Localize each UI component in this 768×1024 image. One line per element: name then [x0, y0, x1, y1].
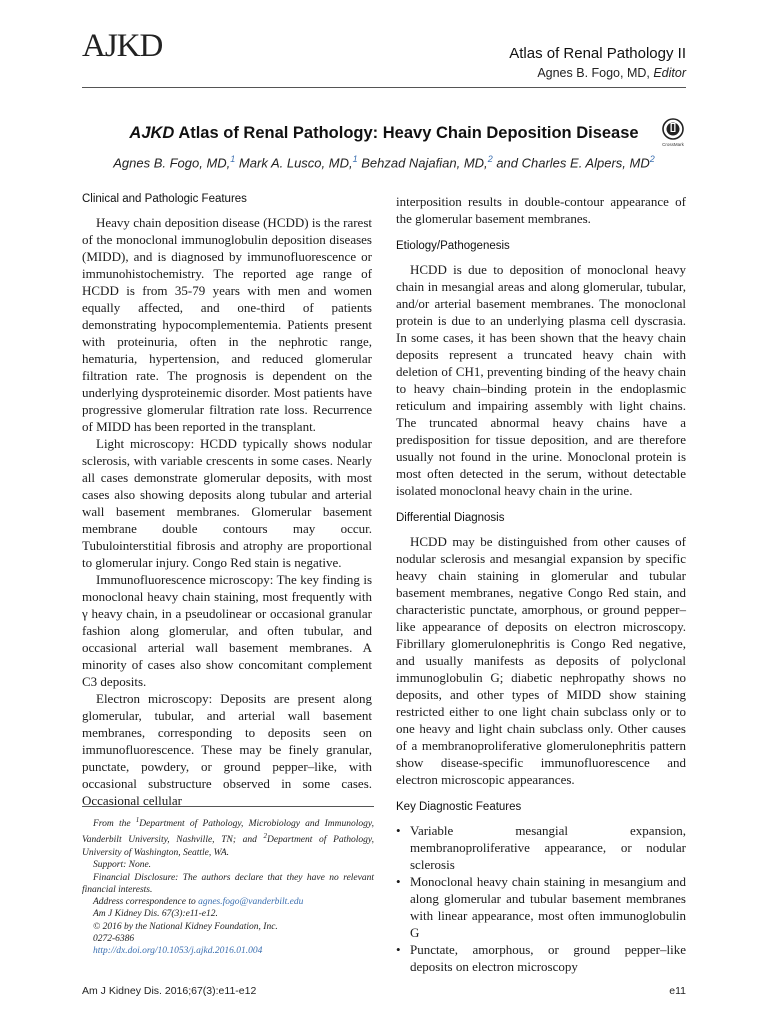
- paragraph: Electron microscopy: Deposits are present along glomerular, tubular, and arterial wall basement membranes, corresponding to deposits seen on immunofluorescence. These may be finely granular, punctate, powdery, or ground pepper–like, with occasional substructure observed in some cases. Occasional cellular: [82, 691, 372, 808]
- header-divider: [82, 87, 686, 88]
- doi-link[interactable]: http://dx.doi.org/10.1053/j.ajkd.2016.01.004: [93, 946, 263, 957]
- email-link[interactable]: agnes.fogo@vanderbilt.edu: [198, 897, 304, 908]
- support-note: Support: None.: [93, 860, 152, 871]
- paragraph: HCDD is due to deposition of monoclonal heavy chain in mesangial areas and along glomerular, tubular, and/or arterial basement membranes. The monoclonal protein is due to an underlying plasma cell dyscrasia. In some cases, it has been shown that the heavy chain deposits represent a truncated heavy chain with deletion of CH1, preventing binding of the heavy chain to heavy chain–binding protein in the endoplasmic reticulum and impairing assembly with light chains. The truncated abnormal heavy chains have a predisposition for tissue deposition, and are therefore usually not found in the urine. Monoclonal protein is most often detected in the serum, without detectable isolated monoclonal heavy chain in the urine.: [396, 262, 686, 498]
- footer-citation: Am J Kidney Dis. 2016;67(3):e11-e12: [82, 985, 257, 997]
- list-item: [396, 822, 686, 873]
- issn-note: 0272-6386: [93, 933, 135, 944]
- paragraph: Heavy chain deposition disease (HCDD) is the rarest of the monoclonal immunoglobulin deposition diseases (MIDD), and is diagnosed by immunofluorescence or immunohistochemistry. The reported age range of HCDD is from 35-79 years with men and women equally affected, and one-third of patients demonstrating hypocomplementemia. Patients present with proteinuria, often in the nephrotic range, hematuria, hypertension, and reduced glomerular filtration rate. The prognosis is dependent on the underlying dysproteinemic disorder. Most patients have progressive glomerular filtration rate loss. Recurrence of MIDD has been reported in the transplant.: [82, 215, 372, 434]
- paragraph: Immunofluorescence microscopy: The key finding is monoclonal heavy chain staining, most frequently with γ heavy chain, in a pseudolinear or occasional granular fashion along glomerular, and often tubular, and occasional arterial wall basement membranes. A minority of cases also show concomitant complement C3 deposits.: [82, 572, 372, 689]
- section-heading-etiology: Etiology/Pathogenesis: [396, 240, 510, 252]
- list-item: [396, 873, 686, 941]
- affiliation-marker: 2: [263, 832, 268, 841]
- list-item: [396, 941, 686, 975]
- author-name: Mark A. Lusco, MD,: [235, 155, 353, 171]
- key-features-list: [396, 822, 686, 975]
- citation-note: Am J Kidney Dis. 67(3):e11-e12.: [93, 909, 218, 920]
- footnote-text: Department of Pathology, University of Washington, Seattle, WA.: [82, 835, 374, 858]
- author-name: and Charles E. Alpers, MD: [492, 155, 650, 171]
- list-item-text: Variable mesangial expansion, membranoproliferative appearance, or nodular sclerosis: [410, 823, 686, 872]
- right-column: [396, 193, 686, 975]
- paragraph: Light microscopy: HCDD typically shows nodular sclerosis, with variable crescents in some cases. Nearly all cases demonstrate glomerular deposits, with most cases also showing deposits along tubular and arterial wall basement membranes. Glomerular basement membrane double contours may occur. Tubulointerstitial fibrosis and atrophy are proportional to glomerular injury. Congo Red stain is negative.: [82, 436, 372, 570]
- editor-role: Editor: [653, 66, 686, 80]
- section-heading-clinical: Clinical and Pathologic Features: [82, 193, 247, 205]
- title-journal: AJKD: [129, 124, 175, 142]
- editor-line: [537, 66, 686, 80]
- crossmark-label: CrossMark: [662, 142, 684, 147]
- editor-name: Agnes B. Fogo, MD,: [537, 66, 654, 80]
- correspondence-note: [82, 896, 374, 908]
- bullet: •: [396, 942, 401, 957]
- footnotes: [82, 814, 374, 958]
- author-name: Agnes B. Fogo, MD,: [113, 155, 231, 171]
- affiliation-marker[interactable]: 2: [487, 154, 493, 164]
- section-heading-key-features: Key Diagnostic Features: [396, 801, 522, 813]
- affiliations-note: [82, 814, 374, 859]
- page-number: e11: [669, 985, 686, 997]
- bullet: •: [396, 823, 401, 838]
- journal-logo: AJKD: [82, 28, 163, 64]
- author-name: Behzad Najafian, MD,: [357, 155, 488, 171]
- footnote-text: From the: [93, 819, 136, 830]
- disclosure-note: Financial Disclosure: The authors declare that they have no relevant financial interests.: [82, 872, 374, 895]
- left-column: [82, 193, 372, 809]
- affiliation-marker[interactable]: 2: [649, 154, 655, 164]
- affiliation-marker: 1: [135, 816, 140, 824]
- paragraph-continuation: interposition results in double-contour appearance of the glomerular basement membranes.: [396, 194, 686, 226]
- article-title: [82, 124, 686, 143]
- footnote-text: Department of Pathology, Microbiology and Immunology, Vanderbilt University, Nashville, TN; and: [82, 819, 374, 846]
- affiliation-marker[interactable]: 1: [230, 154, 236, 164]
- crossmark-icon[interactable]: [659, 118, 687, 148]
- list-item-text: Punctate, amorphous, or ground pepper–like deposits on electron microscopy: [410, 942, 686, 974]
- footnote-divider: [82, 806, 374, 807]
- list-item-text: Monoclonal heavy chain staining in mesangium and along glomerular and tubular basement membranes with linear appearance, most often immunoglobulin G: [410, 874, 686, 940]
- footnote-text: Address correspondence to: [93, 897, 199, 908]
- paragraph: HCDD may be distinguished from other causes of nodular sclerosis and mesangial expansion by specific heavy chain staining in glomerular and tubular basement membranes, negative Congo Red stain, and characteristic punctate, amorphous, or ground pepper–like appearance of deposits on electron microscopy. Fibrillary glomerulonephritis is Congo Red negative, and usually manifests as deposits of polyclonal immunoglobulin G; diabetic nephropathy shows no deposits, and other types of MIDD show staining restricted either to one light chain subclass only or to one heavy and light chain subclass only. Other causes of a membranoproliferative glomerulonephritis pattern show disease-specific immunofluorescence and electron microscopic appearances.: [396, 534, 686, 787]
- affiliation-marker[interactable]: 1: [352, 154, 358, 164]
- copyright-note: © 2016 by the National Kidney Foundation, Inc.: [93, 921, 278, 932]
- section-heading-differential: Differential Diagnosis: [396, 512, 505, 524]
- author-list: [82, 154, 686, 170]
- title-text: Atlas of Renal Pathology: Heavy Chain Deposition Disease: [174, 124, 639, 142]
- series-title: Atlas of Renal Pathology II: [509, 45, 686, 62]
- bullet: •: [396, 874, 401, 889]
